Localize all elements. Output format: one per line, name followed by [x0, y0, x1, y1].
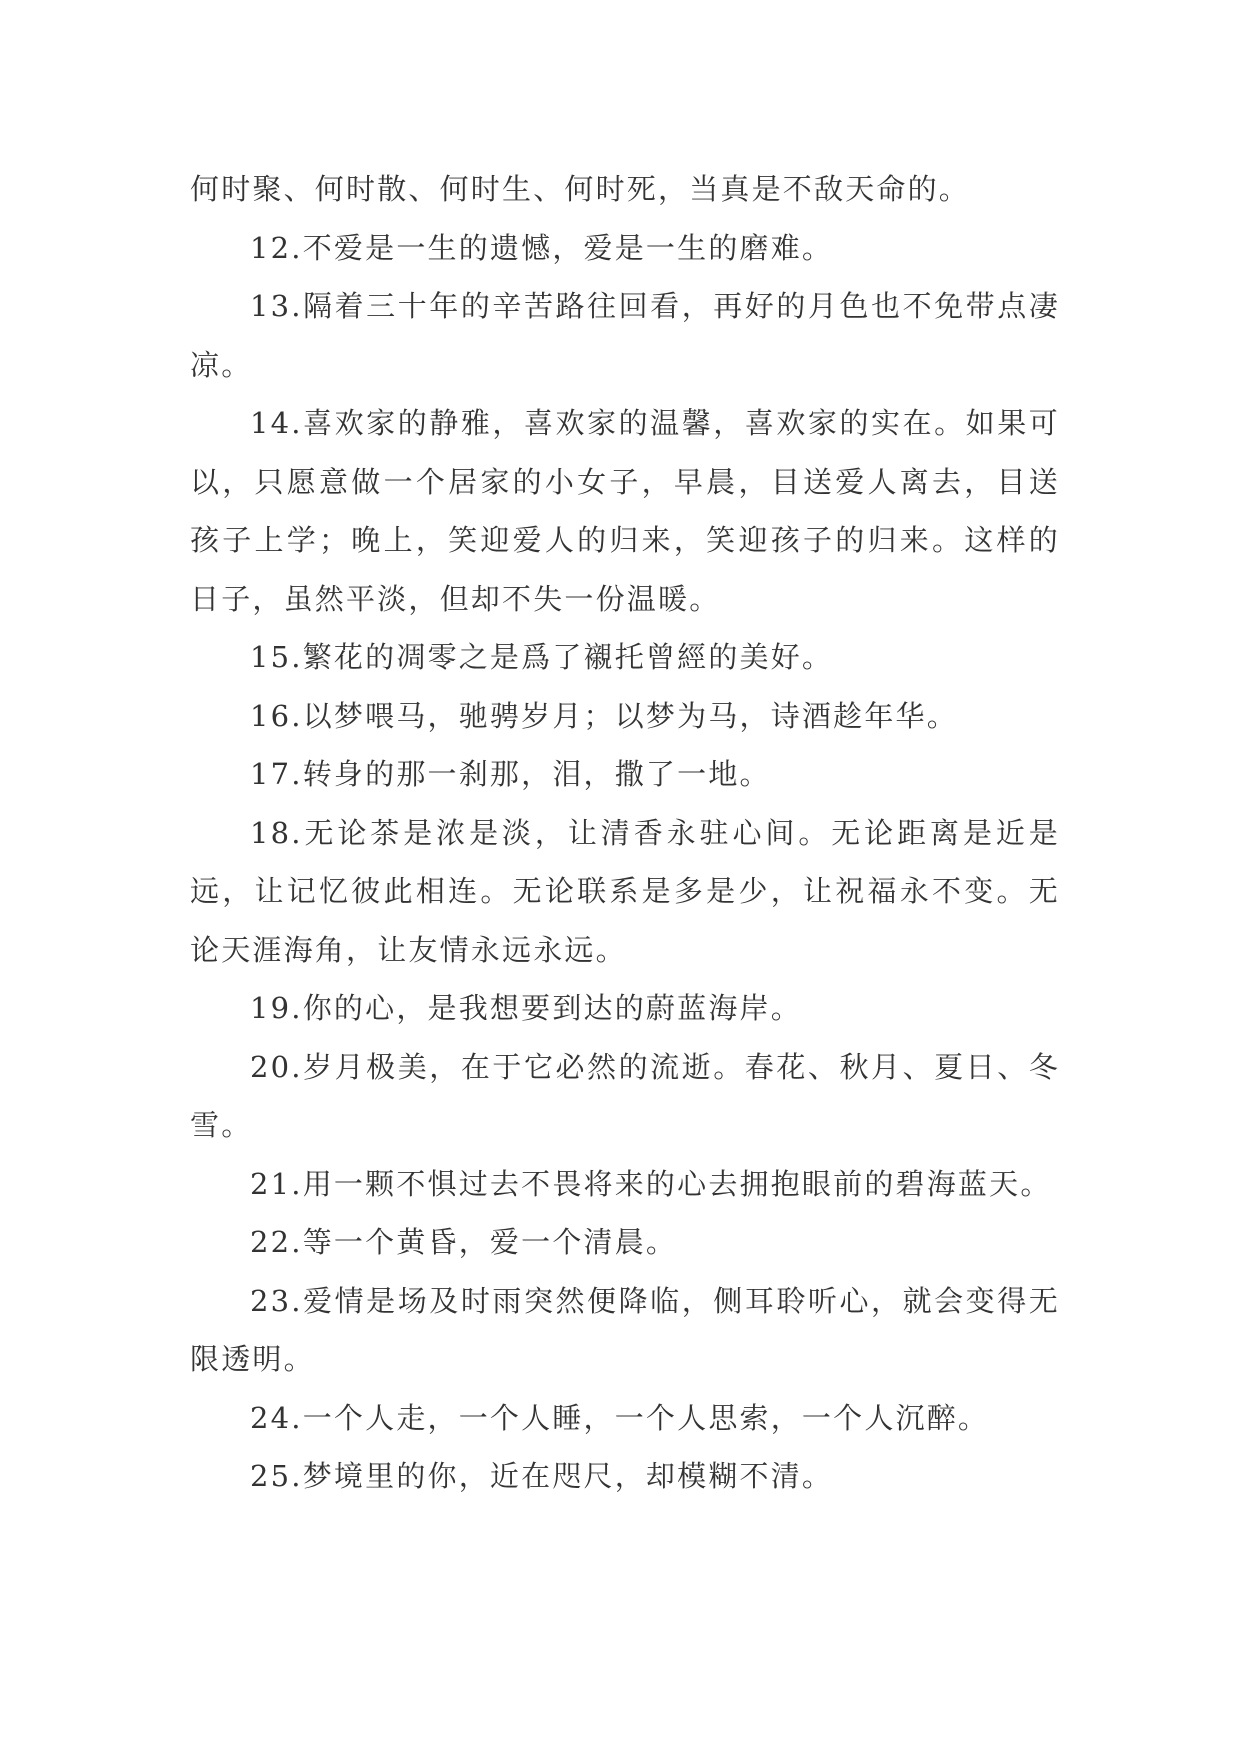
paragraph-15: 15.繁花的凋零之是爲了襯托曾經的美好。 [250, 640, 834, 674]
paragraph-19: 19.你的心，是我想要到达的蔚蓝海岸。 [250, 991, 802, 1025]
paragraph-continuation: 何时聚、何时散、何时生、何时死，当真是不敌天命的。 [190, 172, 971, 206]
paragraph-14: 14.喜欢家的静雅，喜欢家的温馨，喜欢家的实在。如果可以，只愿意做一个居家的小女子，早晨，目送爱人离去，目送孩子上学；晚上，笑迎爱人的归来，笑迎孩子的归来。这样的日子，虽然平淡，但却不失一份温暖。 [190, 406, 1060, 616]
paragraph-20: 20.岁月极美，在于它必然的流逝。春花、秋月、夏日、冬雪。 [190, 1049, 1060, 1142]
paragraph-25: 25.梦境里的你，近在咫尺，却模糊不清。 [250, 1459, 834, 1493]
paragraph-24: 24.一个人走，一个人睡，一个人思索，一个人沉醉。 [250, 1400, 990, 1435]
paragraph-21: 21.用一颗不惧过去不畏将来的心去拥抱眼前的碧海蓝天。 [250, 1166, 1052, 1201]
paragraph-13: 13.隔着三十年的辛苦路往回看，再好的月色也不免带点凄凉。 [190, 289, 1060, 382]
paragraph-22: 22.等一个黄昏，爱一个清晨。 [250, 1225, 678, 1259]
paragraph-17: 17.转身的那一刹那，泪，撒了一地。 [250, 757, 771, 791]
paragraph-18: 18.无论茶是浓是淡，让清香永驻心间。无论距离是近是远，让记忆彼此相连。无论联系是多是少，让祝福永不变。无论天涯海角，让友情永远永远。 [190, 815, 1060, 967]
paragraph-23: 23.爱情是场及时雨突然便降临，侧耳聆听心，就会变得无限透明。 [190, 1283, 1060, 1376]
paragraph-16: 16.以梦喂马，驰骋岁月；以梦为马，诗酒趁年华。 [250, 698, 958, 733]
paragraph-12: 12.不爱是一生的遗憾，爱是一生的磨难。 [250, 230, 834, 265]
document-body [190, 160, 1060, 1506]
